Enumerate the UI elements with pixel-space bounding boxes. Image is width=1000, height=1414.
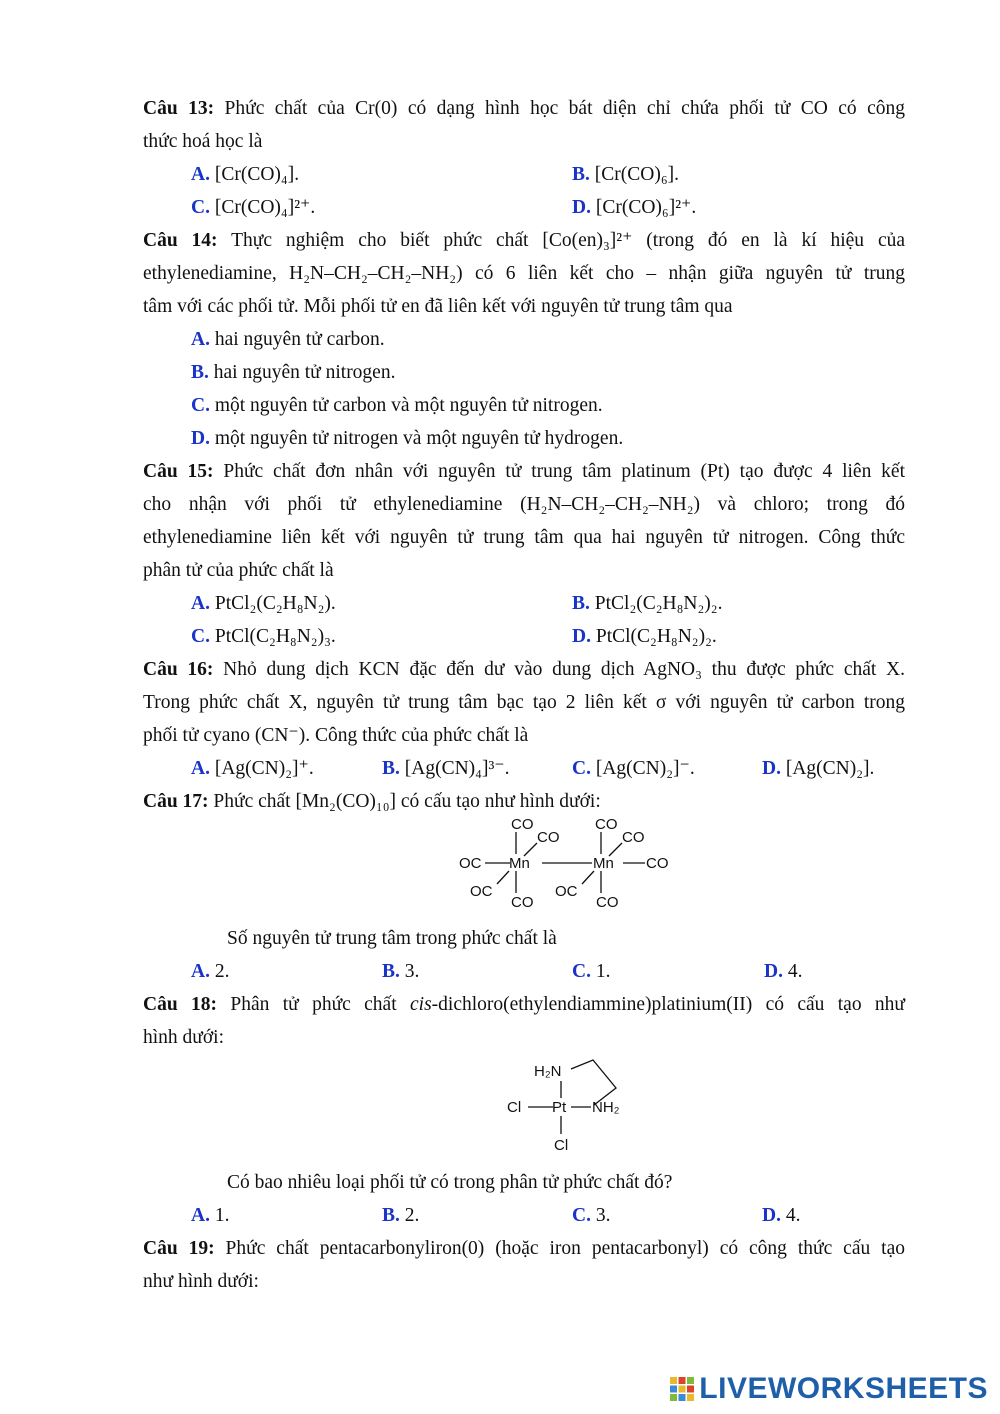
q16-option-b[interactable]: B. [Ag(CN)₄]³⁻. [382,758,510,779]
pt-complex-diagram [143,1054,905,1166]
worksheet-page [143,92,905,1298]
q15-line3: ethylenediamine liên kết với nguyên tử trung tâm qua hai nguyên tử nitrogen. Công thức [143,527,905,548]
liveworksheets-logo[interactable] [669,1372,988,1406]
q15-line4: phân tử của phức chất là [143,560,334,581]
q15-options-row2 [143,620,905,653]
q16-option-d[interactable]: D. [Ag(CN)₂]. [762,758,875,779]
q17-option-b[interactable]: B. 3. [382,961,420,982]
mn1-atom: Mn [509,855,530,872]
q17-line1: Câu 17: Phức chất [Mn₂(CO)₁₀] có cấu tạo như hình dưới: [143,791,601,812]
q18-options-row [143,1199,905,1232]
q16-line1: Câu 16: Nhỏ dung dịch KCN đặc đến dư vào dung dịch AgNO₃ thu được phức chất X. [143,659,906,680]
q15-label: Câu 15: [143,461,214,482]
q13-options-row1 [143,158,905,191]
pt-complex-structure [143,1054,905,1166]
q13-option-a[interactable]: A. [Cr(CO)₄]. [191,164,300,185]
pt-atom: Pt [552,1099,567,1116]
mn1-co-upright: CO [537,829,560,846]
q16-option-c[interactable]: C. [Ag(CN)₂]⁻. [572,758,695,779]
mn1-oc-left: OC [459,855,482,872]
q14-option-c[interactable]: C. một nguyên tử carbon và một nguyên tử nitrogen. [191,395,603,416]
q18-line2: hình dưới: [143,1027,225,1048]
q16-label: Câu 16: [143,659,214,680]
q15-option-d[interactable]: D. PtCl(C₂H₈N₂)₂. [572,626,717,647]
mn2-co-top: CO [595,818,618,833]
q15-line1: Câu 15: Phức chất đơn nhân với nguyên tử trung tâm platinum (Pt) tạo được 4 liên kết [143,461,905,482]
pt-cl-bottom: Cl [554,1137,569,1154]
q15-options-row1 [143,587,905,620]
q13-label: Câu 13: [143,98,215,119]
q13-line1 [143,92,905,125]
pt-nh2-label: NH₂ [592,1099,620,1116]
q17-option-d[interactable]: D. 4. [764,961,803,982]
q13-option-d[interactable]: D. [Cr(CO)₆]²⁺. [572,197,697,218]
liveworksheets-brand: LIVEWORKSHEETS [699,1372,988,1405]
q18-option-c[interactable]: C. 3. [572,1205,611,1226]
q13-option-c[interactable]: C. [Cr(CO)₄]²⁺. [191,197,316,218]
mn1-oc-lowleft: OC [470,883,493,900]
q17-subquestion: Số nguyên tử trung tâm trong phức chất là [227,928,557,949]
q18-option-a[interactable]: A. 1. [191,1205,230,1226]
q15-option-a[interactable]: A. PtCl₂(C₂H₈N₂). [191,593,336,614]
q14-label: Câu 14: [143,230,218,251]
q19-label: Câu 19: [143,1238,215,1259]
q15-option-b[interactable]: B. PtCl₂(C₂H₈N₂)₂. [572,593,723,614]
q18-option-d[interactable]: D. 4. [762,1205,801,1226]
q18-option-b[interactable]: B. 2. [382,1205,420,1226]
q16-line2: Trong phức chất X, nguyên tử trung tâm bạc tạo 2 liên kết σ với nguyên tử carbon trong [143,692,905,713]
mn2-co-right: CO [646,855,669,872]
q13-option-b[interactable]: B. [Cr(CO)₆]. [572,164,680,185]
q18-label: Câu 18: [143,994,218,1015]
mn2-co-bottom: CO [596,894,619,911]
q13-options-row2 [143,191,905,224]
q14-option-b[interactable]: B. hai nguyên tử nitrogen. [191,362,396,383]
q14-line2: ethylenediamine, H₂N–CH₂–CH₂–NH₂) có 6 liên kết cho – nhận giữa nguyên tử trung [143,263,905,284]
q16-options-row [143,752,905,785]
q17-label: Câu 17: [143,791,209,812]
q15-option-c[interactable]: C. PtCl(C₂H₈N₂)₃. [191,626,336,647]
q19-line1: Câu 19: Phức chất pentacarbonyliron(0) (hoặc iron pentacarbonyl) có công thức cấu tạo [143,1238,906,1259]
q15-line2: cho nhận với phối tử ethylenediamine (H₂N–CH₂–CH₂–NH₂) và chloro; trong đó [143,494,905,515]
q14-line3: tâm với các phối tử. Mỗi phối tử en đã liên kết với nguyên tử trung tâm qua [143,296,733,317]
q13-line2: thức hoá học là [143,131,263,152]
q14-line1: Câu 14: Thực nghiệm cho biết phức chất [Co(en)₃]²⁺ (trong đó en là kí hiệu của [143,230,905,251]
pt-h2n-label: H₂N [534,1063,562,1080]
mn1-co-top: CO [511,818,534,833]
q13-text: Phức chất của Cr(0) có dạng hình học bát diện chỉ chứa phối tử CO có công [214,98,905,119]
mn2co10-diagram [143,818,905,922]
q14-option-a[interactable]: A. hai nguyên tử carbon. [191,329,385,350]
q16-option-a[interactable]: A. [Ag(CN)₂]⁺. [191,758,314,779]
mn1-co-bottom: CO [511,894,534,911]
q18-subquestion: Có bao nhiêu loại phối tử có trong phân tử phức chất đó? [227,1172,673,1193]
q14-option-d[interactable]: D. một nguyên tử nitrogen và một nguyên tử hydrogen. [191,428,624,449]
q16-line3: phối tử cyano (CN⁻). Công thức của phức chất là [143,725,529,746]
mn2-atom: Mn [593,855,614,872]
mn2co10-structure [143,818,905,922]
pt-cl-left: Cl [507,1099,522,1116]
liveworksheets-grid-icon [669,1376,695,1402]
mn2-co-upright: CO [622,829,645,846]
q17-option-c[interactable]: C. 1. [572,961,611,982]
q18-line1: Câu 18: Phân tử phức chất cis-dichloro(ethylendiammine)platinium(II) có cấu tạo như [143,994,906,1015]
q17-option-a[interactable]: A. 2. [191,961,230,982]
q17-options-row [143,955,905,988]
mn2-oc-lowleft: OC [555,883,578,900]
q19-line2: như hình dưới: [143,1271,259,1292]
